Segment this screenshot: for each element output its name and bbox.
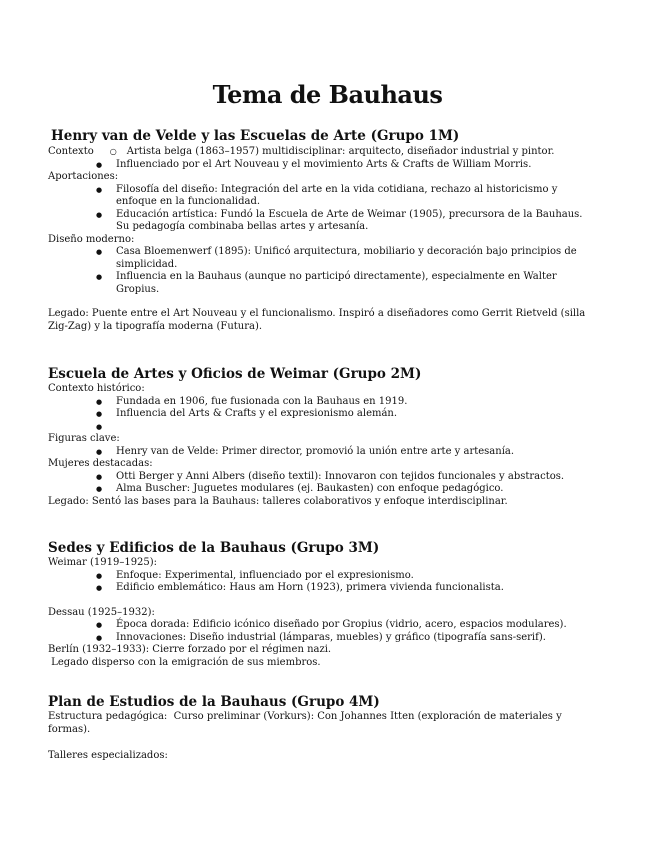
mujeres-label: Mujeres destacadas:: [48, 458, 153, 469]
diseno-label: Diseño moderno:: [48, 233, 135, 245]
section-grupo-4m: [48, 694, 608, 763]
estructura-paragraph: Estructura pedagógica: Curso preliminar (Vorkurs): Con Johannes Itten (exploración de materiales y formas).: [48, 711, 565, 735]
document-title: Tema de Bauhaus: [212, 80, 443, 109]
section-heading: Henry van de Velde y las Escuelas de Arte (Grupo 1M): [51, 128, 460, 144]
list-item: ● Casa Bloemenwerf (1895): Unificó arquitectura, mobiliario y decoración bajo principios de simplicidad.: [48, 246, 596, 271]
dessau-label: Dessau (1925–1932):: [48, 606, 155, 618]
weimar-label: Weimar (1919–1925):: [48, 557, 158, 568]
contexto-historico-label: Contexto histórico:: [48, 383, 145, 394]
talleres-label: Talleres especializados:: [48, 750, 168, 761]
legado-line: Legado disperso con la emigración de sus miembros.: [48, 656, 321, 668]
aportaciones-label: Aportaciones:: [48, 171, 119, 182]
section-grupo-1m: [48, 128, 608, 333]
list-item: ● Fundada en 1906, fue fusionada con la Bauhaus en 1919.: [48, 396, 596, 409]
list-item: ● Otti Berger y Anni Albers (diseño textil): Innovaron con tejidos funcionales y abstractos.: [48, 471, 596, 484]
legado-paragraph: Legado: Puente entre el Art Nouveau y el funcionalismo. Inspiró a diseñadores como Gerrit Rietveld (silla Zig-Zag) y la tipografía moderna (Futura).: [48, 308, 586, 332]
list-item: ● Henry van de Velde: Primer director, promovió la unión entre arte y artesanía.: [48, 446, 596, 459]
berlin-line: Berlín (1932–1933): Cierre forzado por el régimen nazi.: [48, 644, 332, 655]
list-item: ● Educación artística: Fundó la Escuela de Arte de Weimar (1905), precursora de la Bauhaus. Su pedagogía combinaba bellas artes y artesanía.: [48, 209, 596, 234]
section-heading: Escuela de Artes y Oficios de Weimar (Grupo 2M): [48, 366, 422, 382]
section-heading: Plan de Estudios de la Bauhaus (Grupo 4M): [48, 694, 380, 710]
section-grupo-3m: [48, 540, 608, 669]
list-item-empty: [48, 421, 596, 434]
list-item: ● Influencia en la Bauhaus (aunque no participó directamente), especialmente en Walter Gropius.: [48, 271, 596, 296]
list-item: ● Influencia del Arts & Crafts y el expresionismo alemán.: [48, 408, 596, 421]
list-item: ● Alma Buscher: Juguetes modulares (ej. Baukasten) con enfoque pedagógico.: [48, 483, 596, 496]
list-item: ● Enfoque: Experimental, influenciado por el expresionismo.: [48, 570, 596, 583]
section-grupo-2m: [48, 366, 608, 508]
list-item: ● Innovaciones: Diseño industrial (lámparas, muebles) y gráfico (tipografía sans-serif).: [48, 632, 596, 645]
hollow-bullet-icon: ○: [109, 147, 117, 156]
list-item: ● Filosofía del diseño: Integración del arte en la vida cotidiana, rechazo al historicismo y enfoque en la funcionalidad.: [48, 184, 596, 209]
section-heading: Sedes y Edificios de la Bauhaus (Grupo 3M): [48, 540, 380, 556]
legado-line: Legado: Sentó las bases para la Bauhaus: talleres colaborativos y enfoque interdisciplinar.: [48, 495, 508, 507]
contexto-text: Artista belga (1863–1957) multidisciplinar: arquitecto, diseñador industrial y pintor.: [126, 146, 555, 157]
figuras-label: Figuras clave:: [48, 433, 120, 444]
contexto-label: Contexto: [48, 146, 94, 157]
list-item: ● Influenciado por el Art Nouveau y el movimiento Arts & Crafts de William Morris.: [48, 159, 596, 172]
list-item: ● Época dorada: Edificio icónico diseñado por Gropius (vidrio, acero, espacios modulares).: [48, 619, 596, 632]
list-item: ● Edificio emblemático: Haus am Horn (1923), primera vivienda funcionalista.: [48, 582, 596, 595]
contexto-row: [48, 146, 608, 159]
